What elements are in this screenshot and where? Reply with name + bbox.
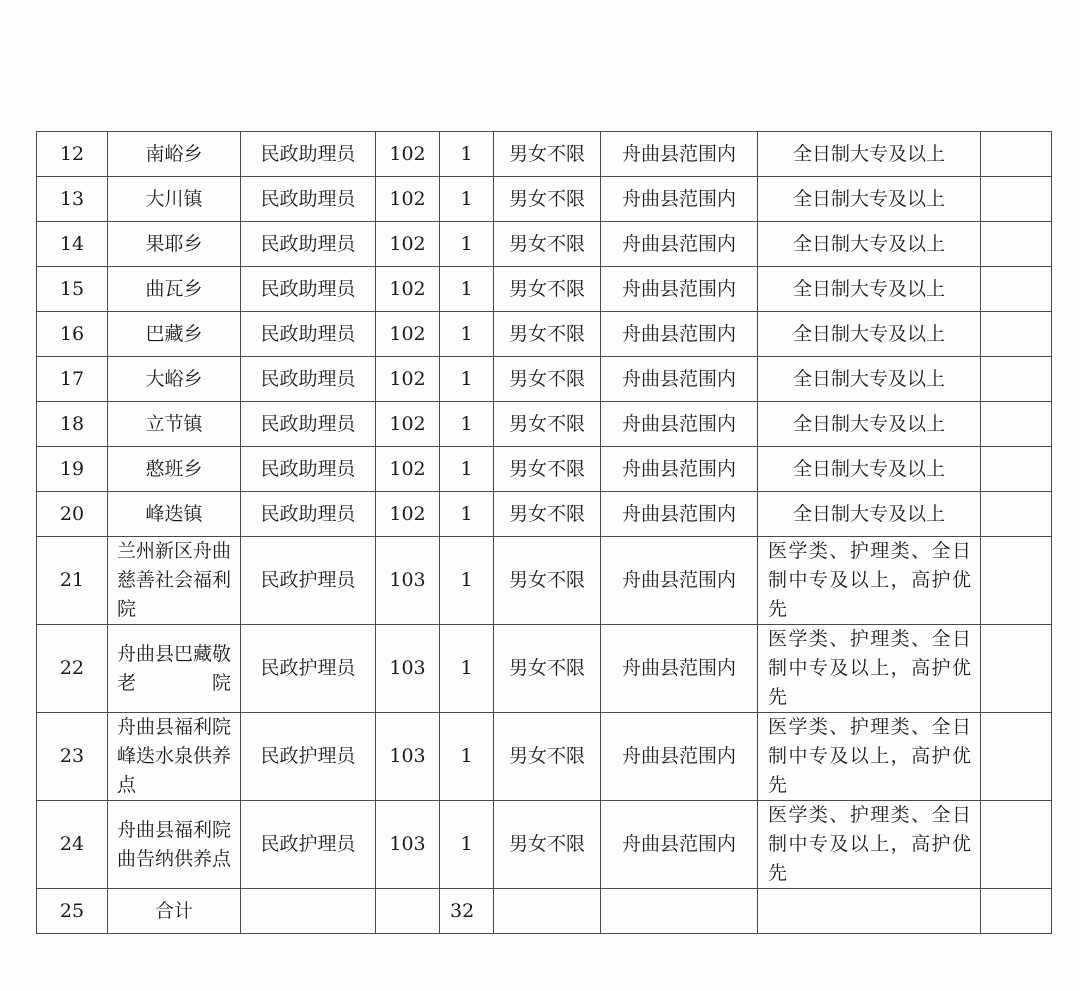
cell-count: 1 [440,312,494,357]
cell-education: 医学类、护理类、全日制中专及以上，高护优先 [758,625,981,713]
cell-education: 全日制大专及以上 [758,492,981,537]
cell-code: 102 [376,177,440,222]
cell-count: 1 [440,222,494,267]
cell-count: 1 [440,177,494,222]
table-row [37,801,1052,889]
cell-code: 103 [376,713,440,801]
cell-post: 民政护理员 [241,625,376,713]
cell-code: 102 [376,402,440,447]
cell-unit: 大峪乡 [108,357,241,402]
cell-count: 1 [440,402,494,447]
cell-code: 103 [376,537,440,625]
cell-no: 21 [37,537,108,625]
cell-unit: 大川镇 [108,177,241,222]
cell-sex: 男女不限 [494,267,601,312]
cell-code: 103 [376,801,440,889]
cell-area: 舟曲县范围内 [601,267,758,312]
cell-sex: 男女不限 [494,492,601,537]
total-label: 合计 [108,889,241,934]
cell-no: 13 [37,177,108,222]
cell-education [758,889,981,934]
cell-no: 17 [37,357,108,402]
cell-area: 舟曲县范围内 [601,713,758,801]
cell-post: 民政助理员 [241,132,376,177]
cell-post: 民政助理员 [241,222,376,267]
cell-post [241,889,376,934]
cell-area [601,889,758,934]
cell-sex: 男女不限 [494,801,601,889]
table-row [37,492,1052,537]
cell-area: 舟曲县范围内 [601,177,758,222]
cell-no: 18 [37,402,108,447]
cell-unit: 兰州新区舟曲慈善社会福利院 [108,537,241,625]
cell-note [981,537,1052,625]
cell-note [981,492,1052,537]
cell-post: 民政助理员 [241,267,376,312]
cell-post: 民政护理员 [241,537,376,625]
cell-education: 医学类、护理类、全日制中专及以上，高护优先 [758,713,981,801]
table-row [37,713,1052,801]
cell-count: 1 [440,492,494,537]
cell-count: 1 [440,801,494,889]
cell-education: 全日制大专及以上 [758,357,981,402]
cell-education: 全日制大专及以上 [758,447,981,492]
cell-code: 102 [376,132,440,177]
cell-note [981,312,1052,357]
table-row [37,222,1052,267]
cell-post: 民政助理员 [241,312,376,357]
table-row [37,402,1052,447]
table-row [37,625,1052,713]
cell-code: 102 [376,267,440,312]
cell-education: 医学类、护理类、全日制中专及以上，高护优先 [758,537,981,625]
cell-note [981,177,1052,222]
cell-code: 102 [376,447,440,492]
table-row [37,537,1052,625]
cell-sex: 男女不限 [494,625,601,713]
cell-no: 20 [37,492,108,537]
cell-unit: 果耶乡 [108,222,241,267]
cell-area: 舟曲县范围内 [601,625,758,713]
cell-sex: 男女不限 [494,132,601,177]
cell-note [981,222,1052,267]
cell-count: 1 [440,267,494,312]
cell-sex [494,889,601,934]
cell-count: 1 [440,357,494,402]
cell-area: 舟曲县范围内 [601,312,758,357]
cell-note [981,267,1052,312]
cell-no: 24 [37,801,108,889]
cell-area: 舟曲县范围内 [601,492,758,537]
cell-post: 民政助理员 [241,357,376,402]
cell-sex: 男女不限 [494,713,601,801]
cell-area: 舟曲县范围内 [601,132,758,177]
cell-note [981,713,1052,801]
cell-code [376,889,440,934]
cell-unit: 峰迭镇 [108,492,241,537]
total-count: 32 [440,889,494,934]
cell-count: 1 [440,447,494,492]
table-row [37,177,1052,222]
cell-count: 1 [440,625,494,713]
cell-education: 医学类、护理类、全日制中专及以上，高护优先 [758,801,981,889]
recruitment-table [36,131,1052,934]
cell-sex: 男女不限 [494,402,601,447]
cell-area: 舟曲县范围内 [601,402,758,447]
cell-area: 舟曲县范围内 [601,357,758,402]
cell-post: 民政助理员 [241,492,376,537]
cell-note [981,402,1052,447]
cell-education: 全日制大专及以上 [758,222,981,267]
cell-area: 舟曲县范围内 [601,801,758,889]
cell-no: 14 [37,222,108,267]
cell-note [981,447,1052,492]
cell-code: 103 [376,625,440,713]
cell-post: 民政助理员 [241,402,376,447]
cell-post: 民政助理员 [241,177,376,222]
cell-note [981,625,1052,713]
table-row [37,312,1052,357]
cell-no: 22 [37,625,108,713]
cell-unit: 南峪乡 [108,132,241,177]
table-row [37,132,1052,177]
cell-code: 102 [376,357,440,402]
cell-no: 16 [37,312,108,357]
cell-no: 12 [37,132,108,177]
cell-education: 全日制大专及以上 [758,402,981,447]
cell-unit: 舟曲县巴藏敬老院 [108,625,241,713]
cell-note [981,889,1052,934]
cell-sex: 男女不限 [494,177,601,222]
cell-note [981,132,1052,177]
cell-note [981,357,1052,402]
table-row [37,267,1052,312]
cell-education: 全日制大专及以上 [758,132,981,177]
table-row [37,447,1052,492]
cell-no: 15 [37,267,108,312]
cell-sex: 男女不限 [494,357,601,402]
table-body [37,132,1052,934]
cell-count: 1 [440,713,494,801]
cell-code: 102 [376,312,440,357]
cell-education: 全日制大专及以上 [758,177,981,222]
cell-count: 1 [440,132,494,177]
cell-post: 民政护理员 [241,801,376,889]
cell-sex: 男女不限 [494,447,601,492]
table-row [37,357,1052,402]
cell-unit: 舟曲县福利院曲告纳供养点 [108,801,241,889]
cell-unit: 曲瓦乡 [108,267,241,312]
cell-education: 全日制大专及以上 [758,312,981,357]
total-row [37,889,1052,934]
cell-sex: 男女不限 [494,222,601,267]
cell-count: 1 [440,537,494,625]
cell-no: 19 [37,447,108,492]
cell-education: 全日制大专及以上 [758,267,981,312]
cell-code: 102 [376,492,440,537]
cell-post: 民政助理员 [241,447,376,492]
cell-area: 舟曲县范围内 [601,222,758,267]
cell-post: 民政护理员 [241,713,376,801]
cell-no: 25 [37,889,108,934]
cell-sex: 男女不限 [494,312,601,357]
cell-area: 舟曲县范围内 [601,537,758,625]
cell-note [981,801,1052,889]
cell-code: 102 [376,222,440,267]
cell-unit: 舟曲县福利院峰迭水泉供养点 [108,713,241,801]
cell-unit: 巴藏乡 [108,312,241,357]
cell-unit: 憨班乡 [108,447,241,492]
cell-unit: 立节镇 [108,402,241,447]
cell-no: 23 [37,713,108,801]
cell-area: 舟曲县范围内 [601,447,758,492]
cell-sex: 男女不限 [494,537,601,625]
